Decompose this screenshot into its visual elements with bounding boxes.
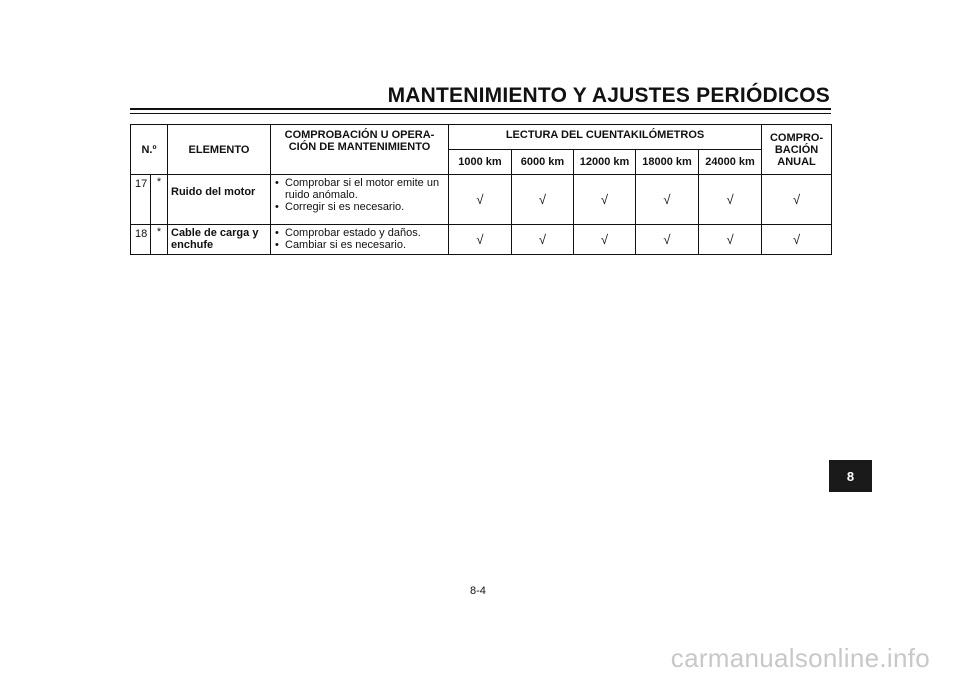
- row-actions: [271, 225, 449, 255]
- header-km-1000: 1000 km: [449, 150, 512, 175]
- row-number: 17: [131, 175, 151, 225]
- action-item: • Cambiar si es necesario.: [271, 239, 448, 251]
- header-check-operation: [271, 125, 449, 175]
- row-star-marker: *: [151, 175, 168, 225]
- check-annual: √: [762, 175, 832, 225]
- check-1000km: √: [449, 175, 512, 225]
- section-tab: 8: [829, 460, 872, 492]
- table-row-18: [131, 225, 832, 255]
- row-element-line1: Ruido del motor: [171, 186, 256, 198]
- header-annual-line1: COMPRO-: [769, 131, 824, 144]
- check-annual: √: [762, 225, 832, 255]
- page-number: 8-4: [470, 585, 486, 597]
- check-24000km: √: [699, 175, 762, 225]
- action-item: • Corregir si es necesario.: [271, 201, 448, 213]
- action-item: • Comprobar estado y daños.: [271, 227, 448, 239]
- header-annual-check: [762, 125, 832, 175]
- header-num: N.º: [131, 125, 168, 175]
- table-row-17: [131, 175, 832, 225]
- check-18000km: √: [636, 225, 699, 255]
- header-annual-line2: BACIÓN: [774, 143, 819, 156]
- row-element: [168, 175, 271, 225]
- title-rule-thick: [130, 108, 831, 110]
- header-km-12000: 12000 km: [574, 150, 636, 175]
- row-number: 18: [131, 225, 151, 255]
- row-element: [168, 225, 271, 255]
- header-check-line2: CIÓN DE MANTENIMIENTO: [288, 141, 431, 153]
- header-odometer: LECTURA DEL CUENTAKILÓMETROS: [449, 125, 762, 150]
- row-element-line2: enchufe: [171, 239, 214, 251]
- check-1000km: √: [449, 225, 512, 255]
- check-12000km: √: [574, 225, 636, 255]
- header-km-18000: 18000 km: [636, 150, 699, 175]
- check-6000km: √: [512, 175, 574, 225]
- watermark: carmanualsonline.info: [670, 643, 930, 673]
- page-title: MANTENIMIENTO Y AJUSTES PERIÓDICOS: [387, 84, 830, 107]
- check-12000km: √: [574, 175, 636, 225]
- row-element-line1: Cable de carga y: [171, 227, 259, 239]
- title-rule-thin: [130, 113, 831, 114]
- maintenance-table: [130, 124, 832, 255]
- check-18000km: √: [636, 175, 699, 225]
- check-6000km: √: [512, 225, 574, 255]
- header-element: ELEMENTO: [168, 125, 271, 175]
- header-km-6000: 6000 km: [512, 150, 574, 175]
- check-24000km: √: [699, 225, 762, 255]
- row-star-marker: *: [151, 225, 168, 255]
- header-km-24000: 24000 km: [699, 150, 762, 175]
- row-actions: [271, 175, 449, 225]
- header-annual-line3: ANUAL: [777, 155, 816, 168]
- action-item: • Comprobar si el motor emite un ruido anómalo.: [271, 177, 448, 201]
- header-check-line1: COMPROBACIÓN U OPERA-: [284, 129, 435, 141]
